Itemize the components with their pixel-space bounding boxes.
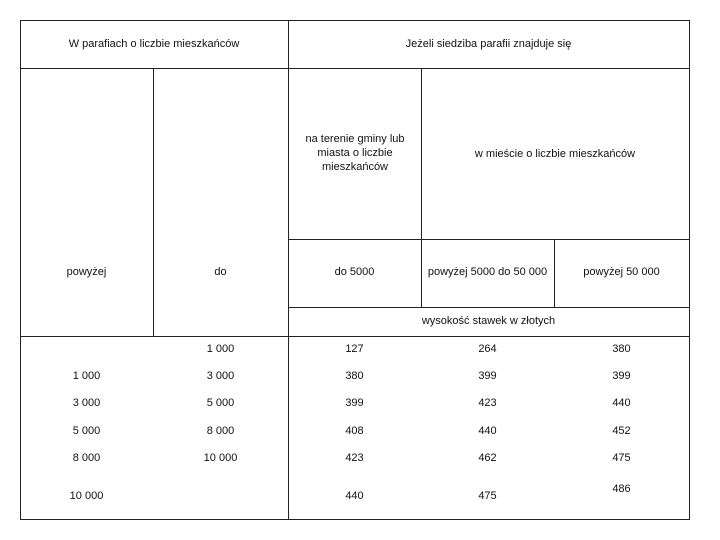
row-3-from: 3 000 (72, 397, 101, 409)
header-rates-in-pln: wysokość stawek w złotych (421, 315, 556, 327)
columns-divider (288, 307, 689, 308)
row-4-city-mid: 440 (478, 425, 497, 437)
header-parish-seat: Jeżeli siedziba parafii znajduje się (405, 38, 572, 50)
row-2-city-mid: 399 (478, 370, 497, 382)
row-1-city-large: 380 (612, 343, 631, 355)
row-3-city-large: 440 (612, 397, 631, 409)
row-2-to: 3 000 (206, 370, 235, 382)
row-5-city-large: 475 (612, 452, 631, 464)
row-5-city-mid: 462 (478, 452, 497, 464)
row-1-from (20, 340, 153, 358)
row-2-city-large: 399 (612, 370, 631, 382)
rates-label-divider (20, 336, 689, 337)
subheader-divider (288, 239, 689, 240)
row-4-rural: 408 (345, 425, 364, 437)
row-5-rural: 423 (345, 452, 364, 464)
row-6-from: 10 000 (69, 490, 104, 502)
header-divider (20, 68, 689, 69)
col-divider-from-to-header (153, 68, 154, 337)
header-parishes-inhabitants: W parafiach o liczbie mieszkańców (68, 38, 240, 50)
table-border-bottom (20, 519, 689, 520)
header-5000-50000: powyżej 5000 do 50 000 (427, 266, 548, 278)
row-5-to: 10 000 (203, 452, 238, 464)
row-1-rural: 127 (345, 343, 364, 355)
table-border-right (689, 20, 690, 520)
header-above: powyżej (66, 266, 107, 278)
row-5-from: 8 000 (72, 452, 101, 464)
header-in-city: w mieście o liczbie mieszkańców (474, 148, 636, 160)
row-2-from: 1 000 (72, 370, 101, 382)
row-4-to: 8 000 (206, 425, 235, 437)
header-up-to: do (214, 266, 227, 278)
row-1-city-mid: 264 (478, 343, 497, 355)
header-up-to-5000: do 5000 (334, 266, 375, 278)
row-6-to (153, 487, 288, 505)
row-3-to: 5 000 (206, 397, 235, 409)
row-6-city-large: 486 (612, 483, 631, 495)
header-rural-area: na terenie gminy lub miasta o liczbie mieszkańców (305, 133, 405, 173)
row-6-city-mid: 475 (478, 490, 497, 502)
row-4-from: 5 000 (72, 425, 101, 437)
row-6-rural: 440 (345, 490, 364, 502)
row-4-city-large: 452 (612, 425, 631, 437)
row-1-to: 1 000 (206, 343, 235, 355)
row-2-rural: 380 (345, 370, 364, 382)
row-3-city-mid: 423 (478, 397, 497, 409)
row-3-rural: 399 (345, 397, 364, 409)
header-above-50000: powyżej 50 000 (583, 266, 660, 278)
